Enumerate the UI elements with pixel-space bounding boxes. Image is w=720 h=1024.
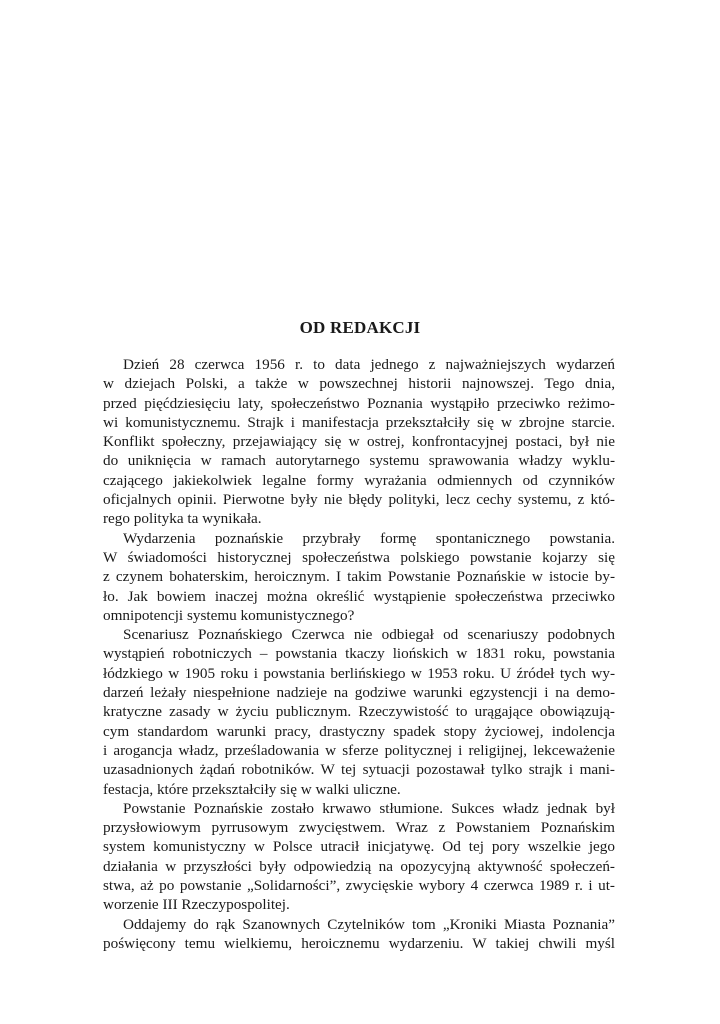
text-line: rego polityka ta wynikała. bbox=[103, 510, 262, 528]
text-line: przysłowiowym pyrrusowym zwycięstwem. Wraz z Powstaniem Poznańskim bbox=[103, 819, 615, 837]
text-line: oficjalnych opinii. Pierwotne były nie błędy polityki, lecz cechy systemu, z któ- bbox=[103, 491, 615, 509]
text-line: i arogancja władz, prześladowania w sferze politycznej i religijnej, lekceważenie bbox=[103, 741, 615, 759]
text-line: Wydarzenia poznańskie przybrały formę spontanicznego powstania. bbox=[123, 529, 615, 547]
page-title: OD REDAKCJI bbox=[299, 318, 421, 337]
text-line: cym standardom warunki pracy, drastyczny spadek stopy życiowej, indolencja bbox=[103, 722, 615, 740]
text-line: Scenariusz Poznańskiego Czerwca nie odbiegał od scenariuszy podobnych bbox=[123, 626, 615, 644]
text-line: wi komunistycznemu. Strajk i manifestacja przekształciły się w zbrojne starcie. bbox=[103, 413, 615, 431]
text-line: W świadomości historycznej społeczeństwa polskiego powstanie kojarzy się bbox=[103, 548, 615, 566]
text-line: łódzkiego w 1905 roku i powstania berlińskiego w 1953 roku. U źródeł tych wy- bbox=[103, 664, 615, 682]
text-line: ło. Jak bowiem inaczej można określić wystąpienie społeczeństwa przeciwko bbox=[103, 587, 615, 605]
text-line: czającego jakiekolwiek legalne formy wyrażania odmiennych od czynników bbox=[103, 471, 615, 489]
text-line: worzenie III Rzeczypospolitej. bbox=[103, 896, 290, 914]
text-line: Powstanie Poznańskie zostało krwawo stłumione. Sukces władz jednak był bbox=[123, 799, 615, 817]
text-line: stwa, aż po powstanie „Solidarności”, zwycięskie wybory 4 czerwca 1989 r. i ut- bbox=[103, 877, 615, 895]
text-line: w dziejach Polski, a także w powszechnej historii najnowszej. Tego dnia, bbox=[103, 375, 615, 393]
text-line: Dzień 28 czerwca 1956 r. to data jednego z najważniejszych wydarzeń bbox=[123, 356, 615, 373]
text-line: festacja, które przekształciły się w walki uliczne. bbox=[103, 780, 401, 798]
text-line: poświęcony temu wielkiemu, heroicznemu wydarzeniu. W takiej chwili myśl bbox=[103, 934, 615, 952]
text-line: z czynem bohaterskim, heroicznym. I takim Powstanie Poznańskie w istocie by- bbox=[103, 568, 615, 586]
text-line: darzeń leżały niespełnione nadzieje na godziwe warunki egzystencji i na demo- bbox=[103, 684, 615, 702]
text-line: działania w przyszłości były odpowiedzią na opozycyjną aktywność społeczeń- bbox=[103, 857, 615, 875]
text-line: uzasadnionych żądań robotników. W tej sytuacji pozostawał tylko strajk i mani- bbox=[103, 761, 615, 779]
text-line: wystąpień robotniczych – powstania tkaczy liońskich w 1831 roku, powstania bbox=[103, 645, 615, 663]
text-line: przed pięćdziesięciu laty, społeczeństwo Poznania wystąpiło przeciwko reżimo- bbox=[103, 394, 615, 412]
text-line: do uniknięcia w ramach autorytarnego systemu sprawowania władzy wyklu- bbox=[103, 452, 615, 470]
text-line: Oddajemy do rąk Szanownych Czytelników tom „Kroniki Miasta Poznania” bbox=[123, 915, 615, 933]
text-line: Konflikt społeczny, przejawiający się w ostrej, konfrontacyjnej postaci, był nie bbox=[103, 433, 615, 451]
text-line: system komunistyczny w Polsce utracił inicjatywę. Od tej pory wszelkie jego bbox=[103, 838, 615, 856]
text-line: kratyczne zasady w życiu publicznym. Rzeczywistość to urągające obowiązują- bbox=[103, 703, 615, 721]
editorial-text bbox=[103, 355, 615, 953]
text-line: omnipotencji systemu komunistycznego? bbox=[103, 606, 355, 624]
